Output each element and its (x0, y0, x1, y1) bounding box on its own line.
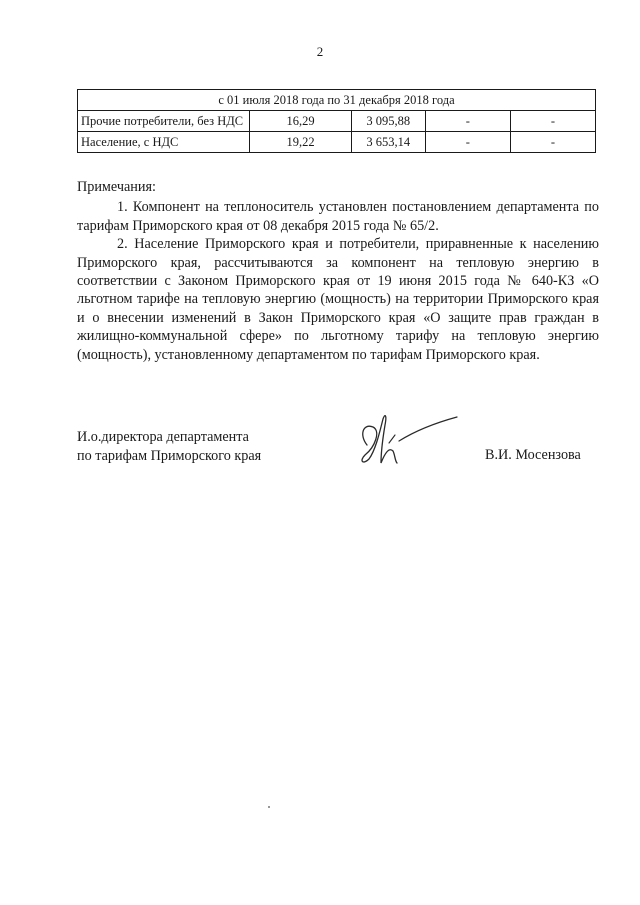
empty-value-cell: - (510, 132, 595, 153)
tariff-table (77, 89, 596, 153)
note-item: 2. Население Приморского края и потребители, приравненные к населению Приморского края, рассчитываются за компонент на тепловую энергию в соответствии с Законом Приморского края от 19 июня 2015 года № 640-КЗ «О льготном тарифе на тепловую энергию (мощность) на территории Приморского края и о внесении изменений в Закон Приморского края «О защите прав граждан в жилищно-коммунальной сфере» по льготному тарифу на тепловую энергию (мощность), установленному департаментом по тарифам Приморского края. (77, 236, 599, 363)
consumer-cell: Прочие потребители, без НДС (78, 111, 250, 132)
empty-value-cell: - (425, 111, 510, 132)
signatory-position (77, 428, 261, 466)
consumer-cell: Население, с НДС (78, 132, 250, 153)
page-number: 2 (316, 44, 324, 59)
heat-tariff-cell: 3 095,88 (351, 111, 425, 132)
empty-value-cell: - (510, 111, 595, 132)
position-line: И.о.директора департамента (77, 429, 249, 445)
note-item: 1. Компонент на теплоноситель установлен постановлением департамента по тарифам Приморского края от 08 декабря 2015 года № 65/2. (77, 199, 599, 234)
heat-tariff-cell: 3 653,14 (351, 132, 425, 153)
table-row (78, 132, 596, 153)
coolant-tariff-cell: 16,29 (250, 111, 351, 132)
notes-section (77, 178, 599, 364)
table-period-row (78, 90, 596, 111)
empty-value-cell: - (425, 132, 510, 153)
coolant-tariff-cell: 19,22 (250, 132, 351, 153)
table-row (78, 111, 596, 132)
period-header: с 01 июля 2018 года по 31 декабря 2018 года (78, 90, 596, 111)
handwritten-signature (345, 405, 465, 475)
position-line: по тарифам Приморского края (77, 448, 262, 464)
signatory-name: В.И. Мосензова (485, 447, 581, 463)
notes-title: Примечания: (77, 179, 156, 195)
scan-speck (268, 806, 270, 808)
